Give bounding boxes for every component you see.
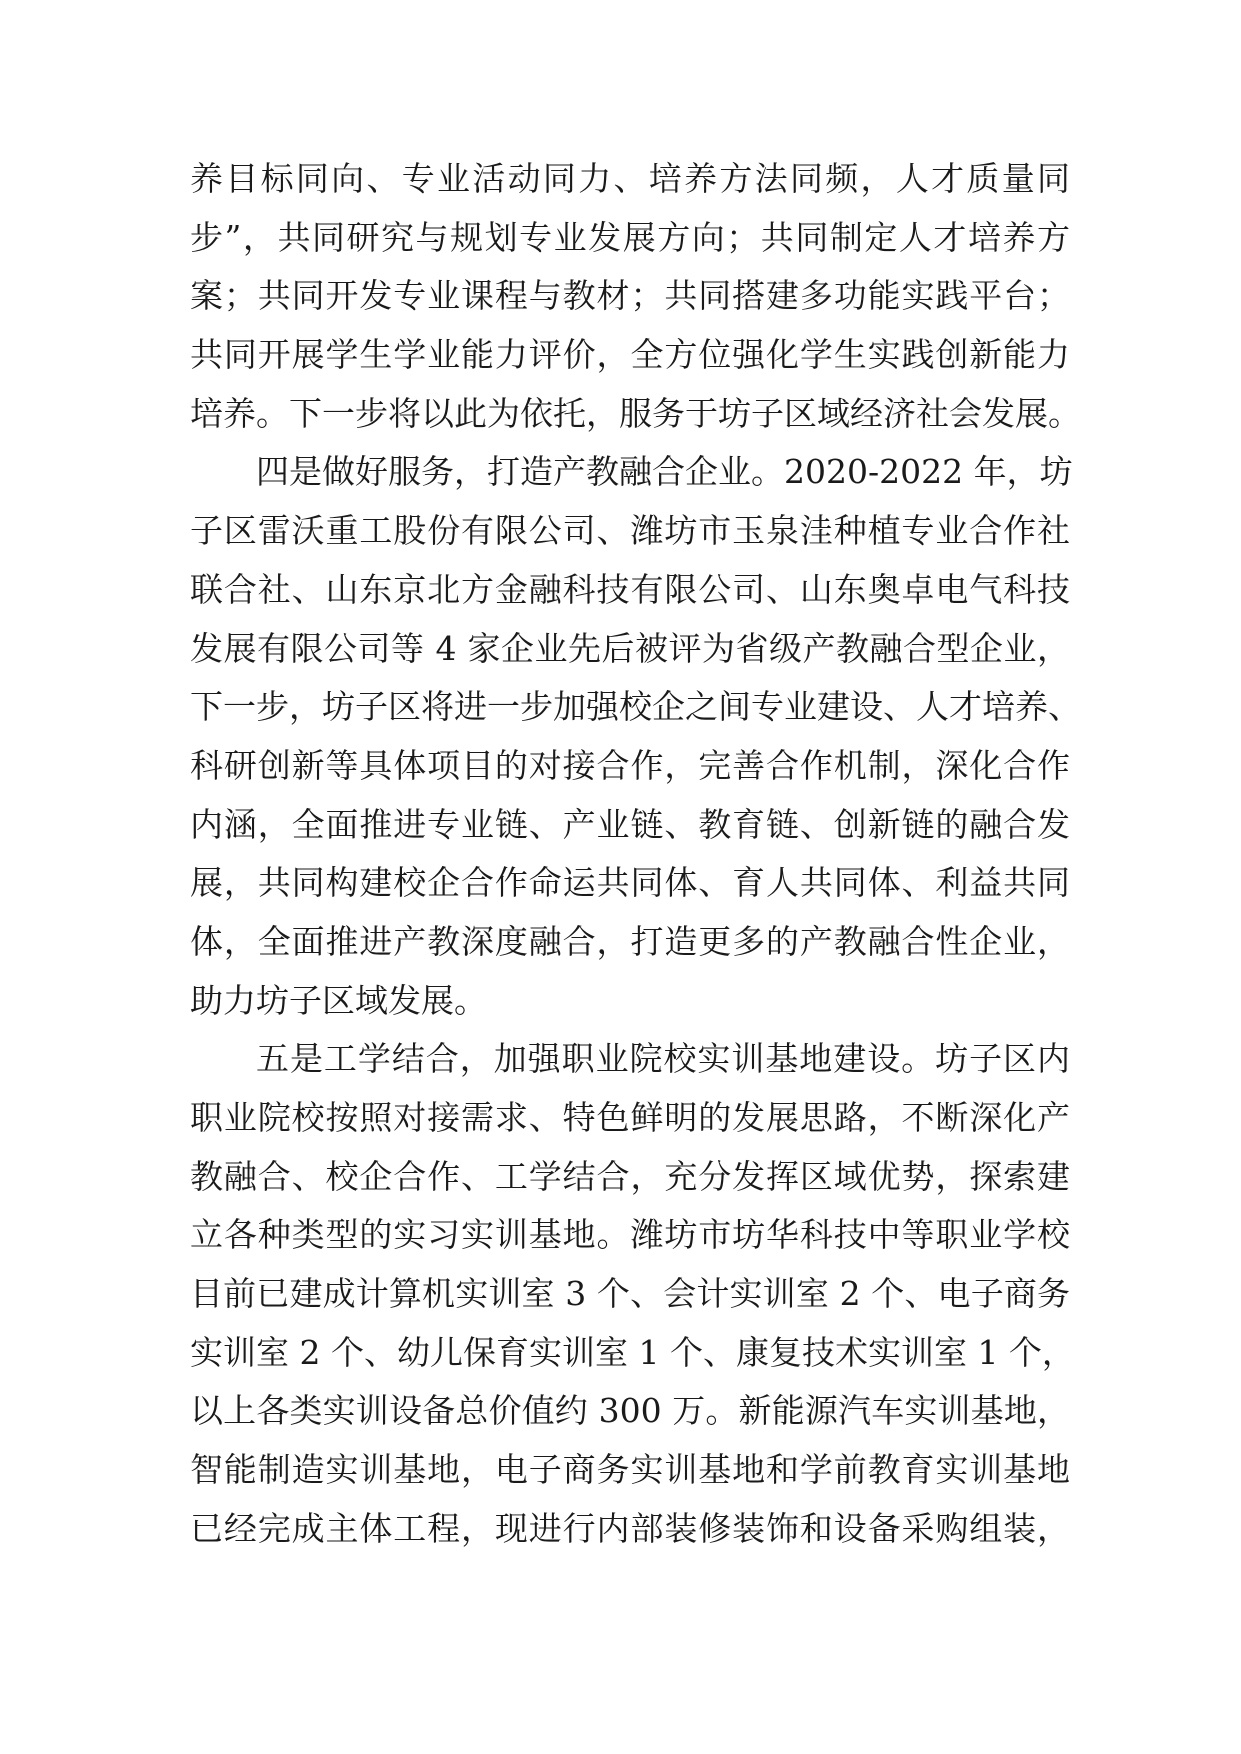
text-line: 案；共同开发专业课程与教材；共同搭建多功能实践平台； (190, 276, 1070, 316)
text-line: 五是工学结合，加强职业院校实训基地建设。坊子区内 (256, 1039, 1070, 1079)
text-line: 目前已建成计算机实训室 3 个、会计实训室 2 个、电子商务 (190, 1274, 1070, 1314)
text-line: 教融合、校企合作、工学结合，充分发挥区域优势，探索建 (190, 1156, 1070, 1196)
text-line: 下一步，坊子区将进一步加强校企之间专业建设、人才培养、 (190, 687, 1081, 727)
text-line: 体，全面推进产教深度融合，打造更多的产教融合性企业， (190, 921, 1070, 961)
text-line: 职业院校按照对接需求、特色鲜明的发展思路，不断深化产 (190, 1098, 1070, 1137)
text-line: 培养。下一步将以此为依托，服务于坊子区域经济社会发展。 (190, 393, 1081, 433)
text-line: 助力坊子区域发展。 (190, 980, 487, 1020)
text-line: 四是做好服务，打造产教融合企业。2020-2022 年，坊 (256, 452, 1073, 492)
text-line: 内涵，全面推进专业链、产业链、教育链、创新链的融合发 (190, 804, 1070, 844)
paragraph-1 (190, 150, 1081, 443)
text-line: 已经完成主体工程，现进行内部装修装饰和设备采购组装， (190, 1508, 1070, 1548)
body-text (190, 150, 1081, 1559)
text-line: 步”，共同研究与规划专业发展方向；共同制定人才培养方 (190, 217, 1070, 257)
text-line: 实训室 2 个、幼儿保育实训室 1 个、康复技术实训室 1 个， (190, 1332, 1075, 1372)
text-line: 子区雷沃重工股份有限公司、潍坊市玉泉洼种植专业合作社 (190, 511, 1070, 551)
text-line: 立各种类型的实习实训基地。潍坊市坊华科技中等职业学校 (190, 1215, 1070, 1255)
paragraph-2 (190, 443, 1081, 1030)
text-line: 展，共同构建校企合作命运共同体、育人共同体、利益共同 (190, 863, 1070, 903)
text-line: 科研创新等具体项目的对接合作，完善合作机制，深化合作 (190, 745, 1070, 785)
text-line: 智能制造实训基地，电子商务实训基地和学前教育实训基地 (190, 1450, 1070, 1490)
paragraph-3 (190, 1030, 1075, 1558)
text-line: 以上各类实训设备总价值约 300 万。新能源汽车实训基地， (190, 1391, 1070, 1431)
text-line: 养目标同向、专业活动同力、培养方法同频，人才质量同 (190, 159, 1070, 198)
text-line: 联合社、山东京北方金融科技有限公司、山东奥卓电气科技 (190, 569, 1070, 609)
text-line: 发展有限公司等 4 家企业先后被评为省级产教融合型企业， (190, 628, 1070, 668)
text-line: 共同开展学生学业能力评价，全方位强化学生实践创新能力 (190, 335, 1070, 375)
